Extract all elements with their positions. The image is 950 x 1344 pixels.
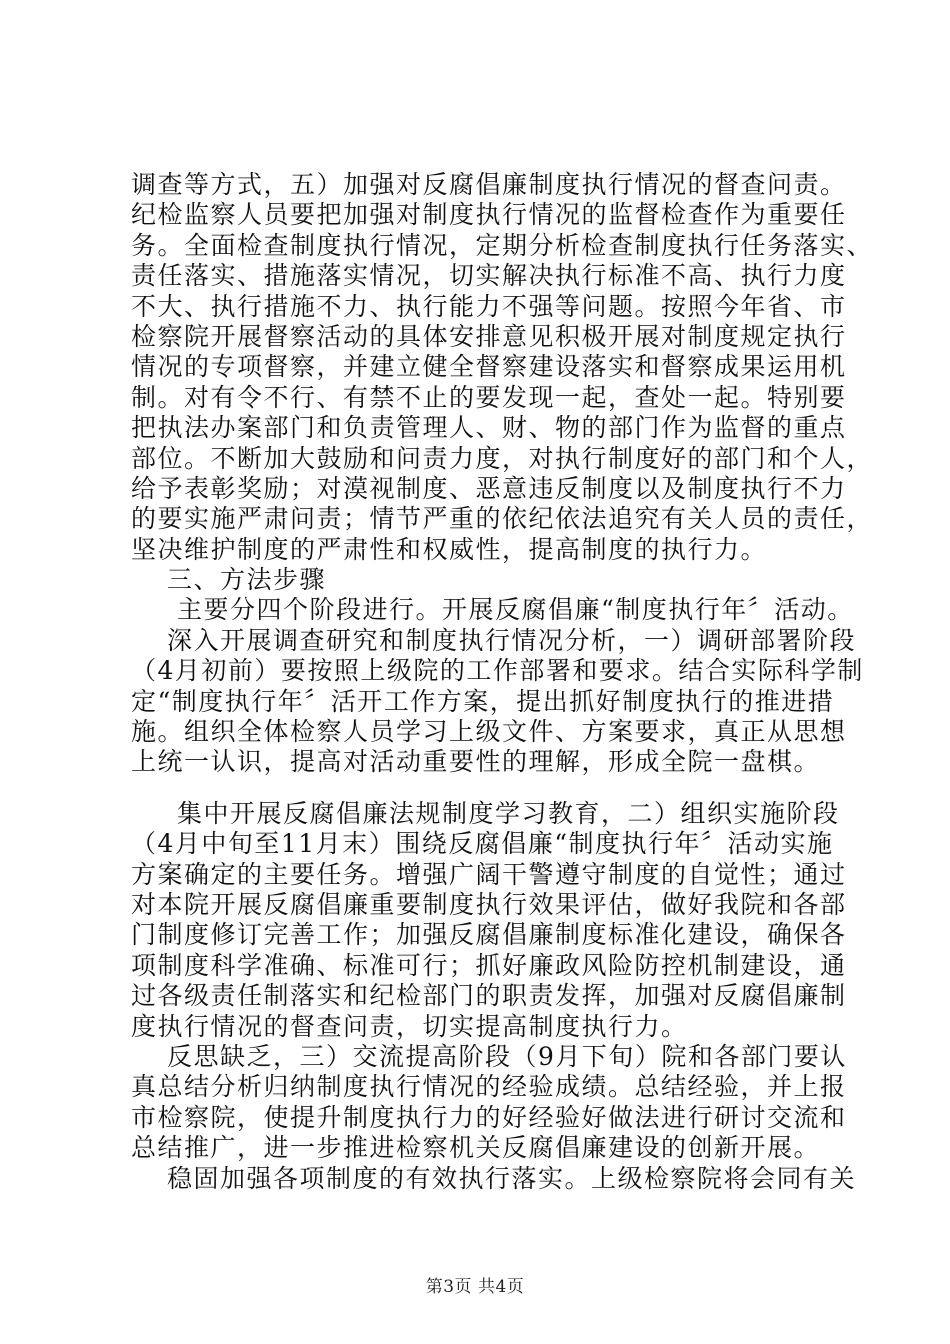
text-line: 项制度科学准确、标准可行；抓好廉政风险防控机制建设，通 [131, 950, 847, 980]
text-line: 检察院开展督察活动的具体安排意见积极开展对制度规定执行 [131, 321, 847, 351]
text-line: 总结推广，进一步推进检察机关反腐倡廉建设的创新开展。 [131, 1133, 821, 1163]
text-line: 制。对有令不行、有禁不止的要发现一起，查处一起。特别要 [131, 382, 847, 412]
text-line: 过各级责任制落实和纪检部门的职责发挥，加强对反腐倡廉制 [131, 981, 847, 1011]
text-line: 方案确定的主要任务。增强广阔干警遵守制度的自觉性；通过 [131, 859, 847, 889]
text-line: （4月中旬至11月末）围绕反腐倡廉“制度执行年〞活动实施 [131, 829, 834, 859]
text-line: （4月初前）要按照上级院的工作部署和要求。结合实际科学制 [131, 656, 864, 686]
text-line: 度执行情况的督查问责，切实提高制度执行力。 [131, 1011, 688, 1041]
text-line: 部位。不断加大鼓励和问责力度，对执行制度好的部门和个人， [131, 443, 874, 473]
text-line: 责任落实、措施落实情况，切实解决执行标准不高、执行力度 [131, 261, 847, 291]
paragraph-gap [131, 778, 841, 799]
text-line: 坚决维护制度的严肃性和权威性，提高制度的执行力。 [131, 534, 768, 564]
text-line: 上统一认识，提高对活动重要性的理解，形成全院一盘棋。 [131, 747, 821, 777]
text-line: 务。全面检查制度执行情况，定期分析检查制度执行任务落实、 [131, 230, 874, 260]
text-line: 反思缺乏，三）交流提高阶段（9月下旬）院和各部门要认 [167, 1041, 847, 1071]
text-line: 不大、执行措施不力、执行能力不强等问题。按照今年省、市 [131, 291, 847, 321]
body-text [131, 170, 874, 1194]
text-line: 稳固加强各项制度的有效执行落实。上级检察院将会同有关 [167, 1163, 857, 1193]
text-line: 对本院开展反腐倡廉重要制度执行效果评估，做好我院和各部 [131, 889, 847, 919]
text-line: 深入开展调查研究和制度执行情况分析，一）调研部署阶段 [167, 625, 857, 655]
text-line: 把执法办案部门和负责管理人、财、物的部门作为监督的重点 [131, 413, 847, 443]
text-line: 定“制度执行年〞活开工作方案，提出抓好制度执行的推进措 [131, 686, 835, 716]
text-line: 情况的专项督察，并建立健全督察建设落实和督察成果运用机 [131, 352, 847, 382]
text-line: 纪检监察人员要把加强对制度执行情况的监督检查作为重要任 [131, 200, 847, 230]
text-line: 调查等方式，五）加强对反腐倡廉制度执行情况的督查问责。 [131, 170, 847, 199]
text-line: 集中开展反腐倡廉法规制度学习教育，二）组织实施阶段 [177, 798, 840, 828]
page-footer: 第3页 共4页 [425, 1277, 525, 1297]
text-line: 门制度修订完善工作；加强反腐倡廉制度标准化建设，确保各 [131, 920, 847, 950]
text-line: 施。组织全体检察人员学习上级文件、方案要求，真正从思想 [131, 717, 847, 747]
text-line: 真总结分析归纳制度执行情况的经验成绩。总结经验，并上报 [131, 1072, 847, 1102]
text-line: 三、方法步骤 [167, 565, 327, 595]
text-line: 主要分四个阶段进行。开展反腐倡廉“制度执行年〞活动。 [177, 595, 854, 625]
text-line: 市检察院，使提升制度执行力的好经验好做法进行研讨交流和 [131, 1102, 847, 1132]
text-line: 的要实施严肃问责；情节严重的依纪依法追究有关人员的责任， [131, 504, 874, 534]
text-line: 给予表彰奖励；对漠视制度、恶意违反制度以及制度执行不力 [131, 473, 847, 503]
